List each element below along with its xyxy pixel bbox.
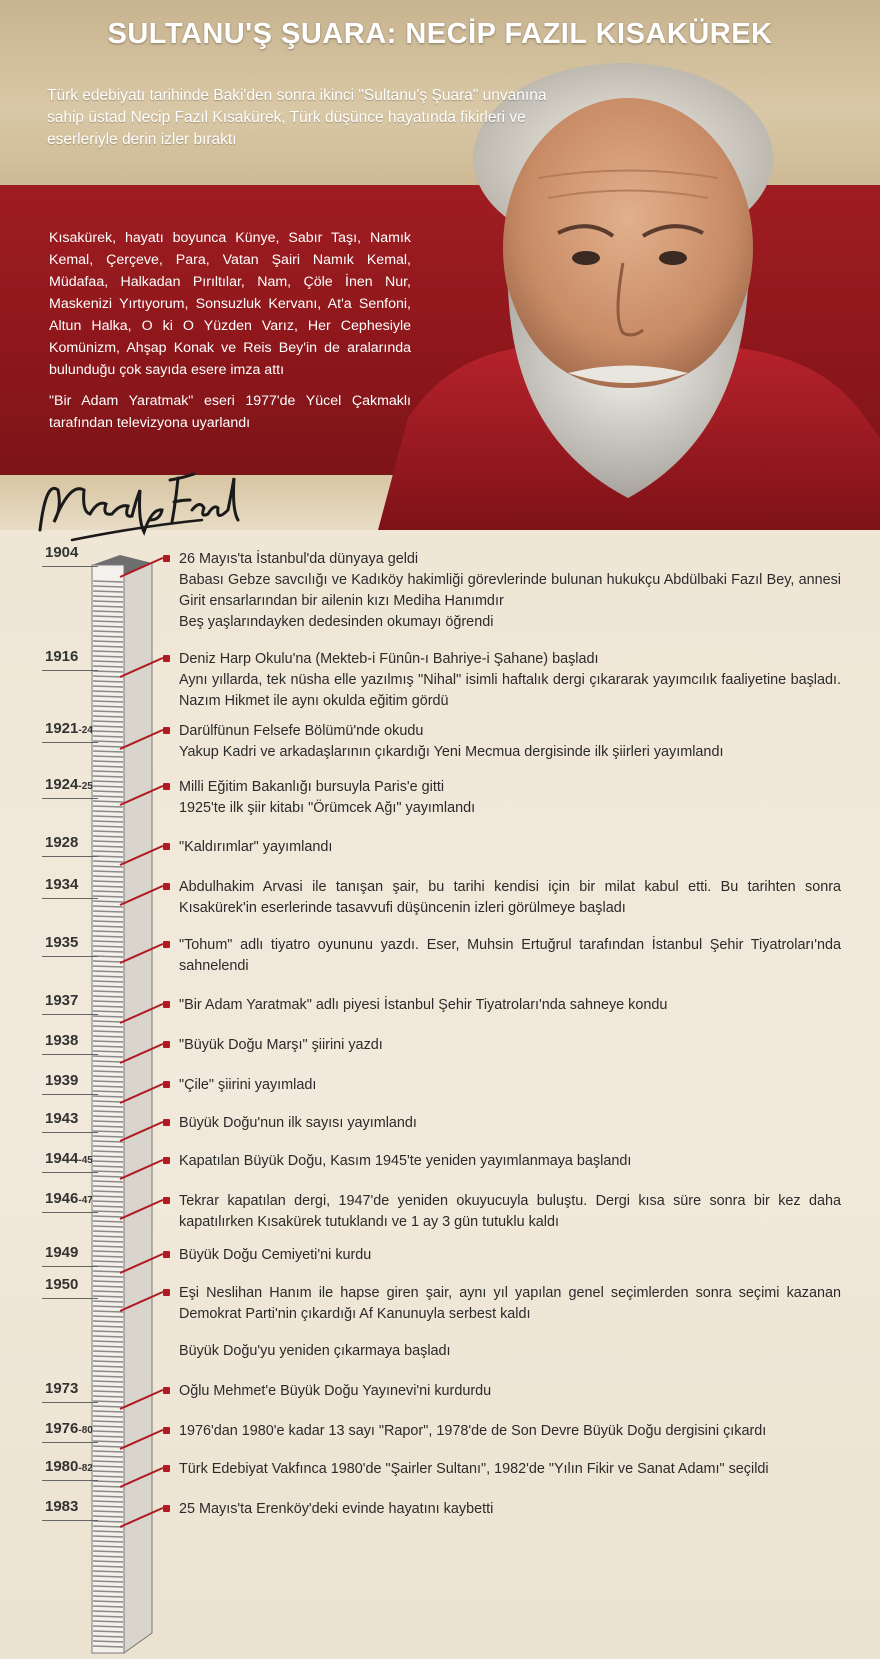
timeline-dot xyxy=(163,1387,170,1394)
year-underline xyxy=(42,1132,98,1133)
timeline-event-line: Kapatılan Büyük Doğu, Kasım 1945'te yeniden yayımlanmaya başlandı xyxy=(179,1153,632,1169)
timeline-year xyxy=(45,1380,78,1397)
year-underline xyxy=(42,566,98,567)
timeline-year-value: 1916 xyxy=(45,648,79,665)
timeline-event xyxy=(179,549,841,633)
timeline-year-value: 1934 xyxy=(45,876,79,893)
timeline-year-value: 1950 xyxy=(45,1276,79,1293)
year-underline xyxy=(42,798,98,799)
timeline-year-suffix: -82 xyxy=(78,1463,93,1474)
works-text: Kısakürek, hayatı boyunca Künye, Sabır Taşı, Namık Kemal, Çerçeve, Para, Vatan Şairi Namık Kemal, Müdafaa, Halkadan Pırıltılar, Nam, Çöle İnen Nur, Maskenizi Yırtıyorum, Sonsuzluk Kervanı, At'a Senfoni, Altun Halka, O ki O Yüzden Varız, Her Cephesiyle Komünizm, Ahşap Konak ve Reis Bey'in de aralarında bulunduğu çok sayıda esere imza attı xyxy=(49,230,411,378)
year-underline xyxy=(42,1094,98,1095)
year-underline xyxy=(42,1402,98,1403)
timeline-year-value: 1904 xyxy=(45,544,79,561)
timeline-event-line: Milli Eğitim Bakanlığı bursuyla Paris'e gitti xyxy=(179,779,445,795)
timeline-event-line: "Tohum" adlı tiyatro oyununu yazdı. Eser, Muhsin Ertuğrul tarafından İstanbul Şehir Tiyatroları'nda sahnelendi xyxy=(179,937,841,974)
timeline-dot xyxy=(163,1119,170,1126)
year-underline xyxy=(42,1054,98,1055)
timeline-event-line: Oğlu Mehmet'e Büyük Doğu Yayınevi'ni kurdurdu xyxy=(179,1383,492,1399)
timeline-event xyxy=(179,1075,841,1096)
timeline-year xyxy=(45,1498,78,1515)
timeline-event xyxy=(179,877,841,919)
timeline-dot xyxy=(163,1465,170,1472)
timeline-year xyxy=(45,1150,93,1167)
timeline-dot xyxy=(163,1001,170,1008)
timeline-event-line: "Bir Adam Yaratmak" adlı piyesi İstanbul Şehir Tiyatroları'nda sahneye kondu xyxy=(179,997,668,1013)
timeline-event-line: Yakup Kadri ve arkadaşlarının çıkardığı Yeni Mecmua dergisinde ilk şiirleri yayımlandı xyxy=(179,744,724,760)
year-underline xyxy=(42,1298,98,1299)
timeline-event-line: "Büyük Doğu Marşı" şiirini yazdı xyxy=(179,1037,383,1053)
timeline-year xyxy=(45,720,93,737)
timeline-event xyxy=(179,1035,841,1056)
timeline-dot xyxy=(163,1041,170,1048)
timeline-event xyxy=(179,721,841,763)
timeline-year xyxy=(45,834,78,851)
timeline-event xyxy=(179,1459,841,1480)
timeline-year xyxy=(45,934,78,951)
timeline-event xyxy=(179,995,841,1016)
timeline-dot xyxy=(163,843,170,850)
timeline-dot xyxy=(163,883,170,890)
timeline-event-line: Büyük Doğu'yu yeniden çıkarmaya başladı xyxy=(179,1343,451,1359)
timeline-dot xyxy=(163,727,170,734)
timeline-spine xyxy=(90,555,160,1655)
timeline-dot xyxy=(163,1081,170,1088)
timeline-event-line: Eşi Neslihan Hanım ile hapse giren şair, aynı yıl yapılan genel seçimlerden sonra seçimi kazanan Demokrat Parti'nin çıkardığı Af Kanunuyla serbest kaldı xyxy=(179,1285,841,1322)
timeline-dot xyxy=(163,1197,170,1204)
timeline-year xyxy=(45,1032,78,1049)
timeline-year-value: 1943 xyxy=(45,1110,79,1127)
year-underline xyxy=(42,1014,98,1015)
page-title: SULTANU'Ş ŞUARA: NECİP FAZIL KISAKÜREK xyxy=(107,18,773,50)
timeline-year xyxy=(45,1072,78,1089)
timeline-event-line: 1976'dan 1980'e kadar 13 sayı "Rapor", 1978'de de Son Devre Büyük Doğu dergisini çıkardı xyxy=(179,1423,767,1439)
year-underline xyxy=(42,670,98,671)
timeline-event-line: Babası Gebze savcılığı ve Kadıköy hakimliği görevlerinde bulunan hukukçu Abdülbaki Fazıl Bey, annesi Girit ensarlarından bir ailenin kızı Mediha Hanımdır xyxy=(179,572,841,609)
timeline-event-line: Aynı yıllarda, tek nüsha elle yazılmış "Nihal" isimli haftalık dergi çıkararak yayımcılık faaliyetine başladı. Nazım Hikmet ile aynı okulda eğitim gördü xyxy=(179,672,841,709)
timeline-event xyxy=(179,935,841,977)
timeline-event-line: 1925'te ilk şiir kitabı "Örümcek Ağı" yayımlandı xyxy=(179,800,476,816)
timeline-dot xyxy=(163,1251,170,1258)
timeline-dot xyxy=(163,555,170,562)
year-underline xyxy=(42,1266,98,1267)
timeline-year-value: 1973 xyxy=(45,1380,79,1397)
timeline-year xyxy=(45,1420,93,1437)
timeline-event xyxy=(179,1245,841,1266)
timeline-event-line: Türk Edebiyat Vakfınca 1980'de "Şairler Sultanı", 1982'de "Yılın Fikir ve Sanat Adamı" seçildi xyxy=(179,1461,769,1477)
timeline-year-value: 1980 xyxy=(45,1458,79,1475)
timeline-year-value: 1937 xyxy=(45,992,79,1009)
timeline-event-line: Darülfünun Felsefe Bölümü'nde okudu xyxy=(179,723,424,739)
year-underline xyxy=(42,1172,98,1173)
timeline-event xyxy=(179,1151,841,1172)
timeline-year-value: 1928 xyxy=(45,834,79,851)
timeline-year xyxy=(45,1190,93,1207)
timeline-year xyxy=(45,876,78,893)
timeline-event-line: 26 Mayıs'ta İstanbul'da dünyaya geldi xyxy=(179,551,419,567)
timeline-event-line: Abdulhakim Arvasi ile tanışan şair, bu tarihi kendisi için bir milat kabul etti. Bu tarihten sonra Kısakürek'in eserlerinde tasavvufi düşüncenin izleri görülmeye başladı xyxy=(179,879,841,916)
timeline-dot xyxy=(163,1427,170,1434)
year-underline xyxy=(42,956,98,957)
timeline-year-suffix: -45 xyxy=(78,1155,93,1166)
timeline-year-suffix: -47 xyxy=(78,1195,93,1206)
timeline-event xyxy=(179,1421,841,1442)
timeline-event xyxy=(179,649,841,712)
timeline-dot xyxy=(163,1505,170,1512)
timeline-dot xyxy=(163,941,170,948)
timeline-event-line: Beş yaşlarındayken dedesinden okumayı öğrendi xyxy=(179,614,494,630)
timeline-year-suffix: -24 xyxy=(78,725,93,736)
timeline-event xyxy=(179,1113,841,1134)
timeline-event xyxy=(179,1499,841,1520)
timeline-event xyxy=(179,1381,841,1402)
year-underline xyxy=(42,898,98,899)
timeline-year xyxy=(45,648,78,665)
timeline-year xyxy=(45,1458,93,1475)
timeline-dot xyxy=(163,655,170,662)
year-underline xyxy=(42,1212,98,1213)
timeline-event-line: Büyük Doğu Cemiyeti'ni kurdu xyxy=(179,1247,372,1263)
timeline-year-value: 1949 xyxy=(45,1244,79,1261)
timeline-dot xyxy=(163,783,170,790)
timeline-year xyxy=(45,544,78,561)
year-underline xyxy=(42,1480,98,1481)
intro-text: Türk edebiyatı tarihinde Baki'den sonra ikinci "Sultanu'ş Şuara" unvanına sahip üstad Necip Fazıl Kısakürek, Türk düşünce hayatında fikirleri ve eserleriyle derin izler bıraktı xyxy=(47,87,547,148)
timeline-year-value: 1976 xyxy=(45,1420,79,1437)
timeline-year-value: 1921 xyxy=(45,720,79,737)
timeline-event xyxy=(179,777,841,819)
timeline-year xyxy=(45,1244,78,1261)
timeline-event-line: Deniz Harp Okulu'na (Mekteb-i Fünûn-ı Bahriye-i Şahane) başladı xyxy=(179,651,599,667)
timeline-event-line: "Kaldırımlar" yayımlandı xyxy=(179,839,333,855)
timeline-event-line: 25 Mayıs'ta Erenköy'deki evinde hayatını kaybetti xyxy=(179,1501,494,1517)
timeline-year-value: 1938 xyxy=(45,1032,79,1049)
year-underline xyxy=(42,1442,98,1443)
signature xyxy=(32,460,242,550)
timeline-year-suffix: -80 xyxy=(78,1425,93,1436)
timeline-event xyxy=(179,1283,841,1362)
timeline-year xyxy=(45,776,93,793)
timeline-event xyxy=(179,1191,841,1233)
timeline-event-line: Büyük Doğu'nun ilk sayısı yayımlandı xyxy=(179,1115,417,1131)
timeline-year xyxy=(45,992,78,1009)
timeline-event-line: Tekrar kapatılan dergi, 1947'de yeniden okuyucuyla buluştu. Dergi kısa süre sonra bir kez daha kapatılırken Kısakürek tutuklandı ve 1 ay 3 gün tutuklu kaldı xyxy=(179,1193,841,1230)
timeline-event xyxy=(179,837,841,858)
timeline-year-suffix: -25 xyxy=(78,781,93,792)
timeline-year-value: 1946 xyxy=(45,1190,79,1207)
tv-adaptation-text: "Bir Adam Yaratmak" eseri 1977'de Yücel Çakmaklı tarafından televizyona uyarlandı xyxy=(49,393,411,431)
timeline-dot xyxy=(163,1157,170,1164)
timeline-dot xyxy=(163,1289,170,1296)
year-underline xyxy=(42,1520,98,1521)
timeline-year xyxy=(45,1276,78,1293)
timeline-year-value: 1939 xyxy=(45,1072,79,1089)
year-underline xyxy=(42,742,98,743)
timeline-year-value: 1924 xyxy=(45,776,79,793)
timeline-year-value: 1983 xyxy=(45,1498,79,1515)
timeline-event-line: "Çile" şiirini yayımladı xyxy=(179,1077,317,1093)
year-underline xyxy=(42,856,98,857)
timeline-year-value: 1935 xyxy=(45,934,79,951)
timeline-year-value: 1944 xyxy=(45,1150,79,1167)
timeline-year xyxy=(45,1110,78,1127)
